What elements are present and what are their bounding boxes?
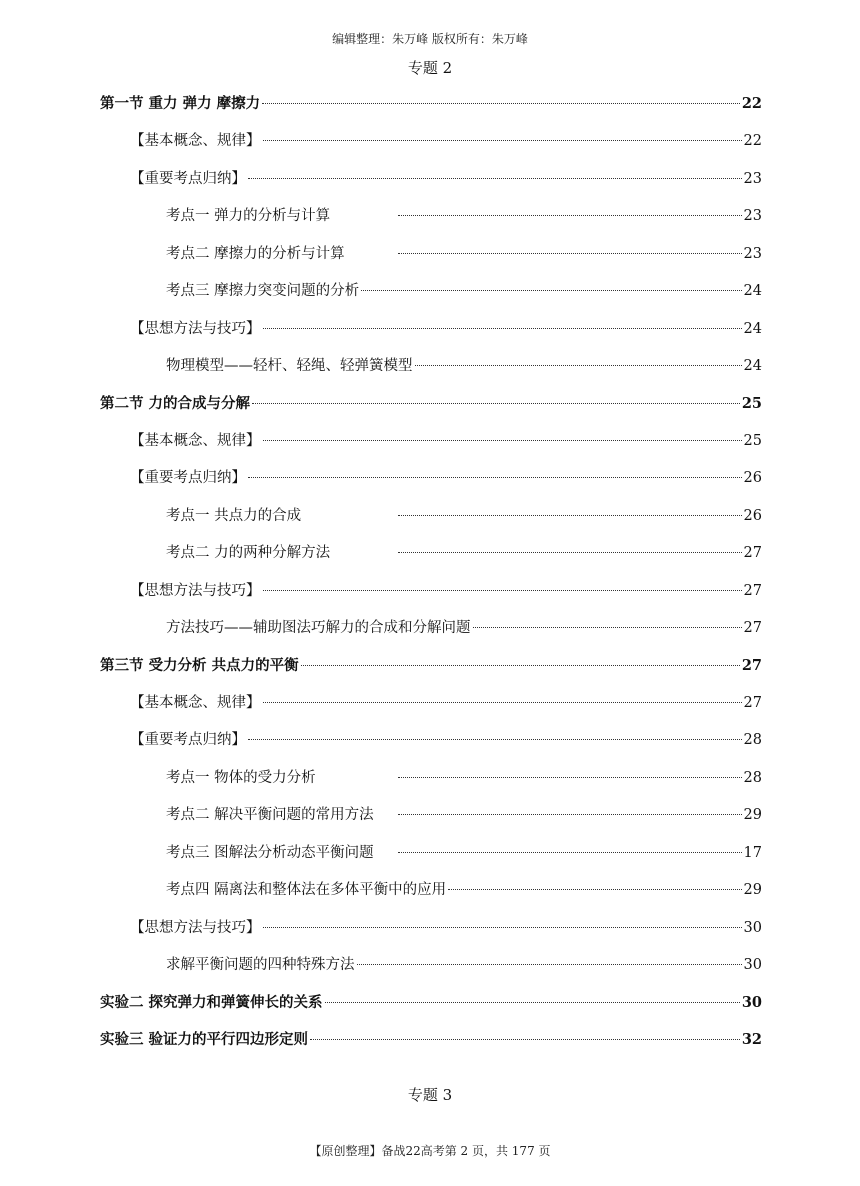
- section-title-bottom: 专题 3: [407, 1086, 453, 1104]
- toc-entry[interactable]: [100, 916, 762, 953]
- dot-leader: [252, 403, 740, 404]
- toc-entry[interactable]: [100, 242, 762, 279]
- dot-leader: [301, 665, 740, 666]
- page-header: 编辑整理：朱万峰 版权所有：朱万峰: [332, 32, 528, 46]
- dot-leader: [473, 627, 742, 628]
- toc-entry[interactable]: [100, 616, 762, 653]
- toc-entry-page: 25: [741, 394, 762, 412]
- toc-entry-page: 17: [743, 844, 762, 861]
- toc-entry-label: 【思想方法与技巧】: [130, 320, 261, 337]
- toc-entry-page: 30: [743, 919, 762, 936]
- dot-leader: [357, 964, 742, 965]
- toc-entry-page: 32: [741, 1030, 762, 1048]
- toc-entry-label: 方法技巧——辅助图法巧解力的合成和分解问题: [166, 620, 471, 637]
- section-title-top: 专题 2: [407, 59, 453, 77]
- toc-entry-label: 【基本概念、规律】: [130, 133, 261, 150]
- toc-entry-label: 【重要考点归纳】: [130, 470, 246, 487]
- toc-entry-label: 实验三 验证力的平行四边形定则: [100, 1030, 309, 1048]
- dot-leader: [263, 328, 742, 329]
- toc-entry[interactable]: [100, 429, 762, 466]
- toc-entry[interactable]: [100, 167, 762, 204]
- toc-entry[interactable]: [100, 317, 762, 354]
- toc-entry-label: 考点三 摩擦力突变问题的分析: [166, 283, 360, 300]
- toc-entry[interactable]: [100, 579, 762, 616]
- dot-leader: [248, 739, 742, 740]
- toc-entry-label: 考点三 图解法分析动态平衡问题: [166, 844, 374, 861]
- toc-entry-page: 23: [743, 170, 762, 187]
- toc-entry[interactable]: [100, 279, 762, 316]
- dot-leader: [248, 477, 742, 478]
- toc-entry[interactable]: [100, 129, 762, 166]
- toc-entry-page: 28: [743, 769, 762, 786]
- toc-entry-label: 【重要考点归纳】: [130, 732, 246, 749]
- toc-entry-label: 考点二 摩擦力的分析与计算: [166, 245, 345, 262]
- toc-entry-label: 物理模型——轻杆、轻绳、轻弹簧模型: [166, 358, 413, 375]
- toc-entry[interactable]: [100, 728, 762, 765]
- toc-entry-label: 考点二 解决平衡问题的常用方法: [166, 807, 374, 824]
- dot-leader: [448, 889, 741, 890]
- dot-leader: [263, 927, 742, 928]
- toc-entry-label: 考点一 共点力的合成: [166, 507, 302, 524]
- toc-entry-label: 求解平衡问题的四种特殊方法: [166, 957, 355, 974]
- toc-entry-page: 27: [743, 695, 762, 711]
- toc-entry[interactable]: [100, 766, 762, 803]
- toc-entry-page: 28: [743, 732, 762, 749]
- dot-leader: [398, 515, 742, 516]
- toc-entry-page: 26: [743, 507, 762, 524]
- dot-leader: [248, 178, 742, 179]
- toc-entry-page: 29: [743, 807, 762, 824]
- toc-entry-page: 27: [743, 545, 762, 562]
- toc-entry-page: 27: [741, 656, 762, 674]
- toc-entry-label: 实验二 探究弹力和弹簧伸长的关系: [100, 993, 323, 1011]
- dot-leader: [262, 103, 740, 104]
- dot-leader: [398, 215, 742, 216]
- dot-leader: [398, 253, 742, 254]
- dot-leader: [325, 1002, 740, 1003]
- toc-entry[interactable]: [100, 953, 762, 990]
- toc-entry-label: 考点一 弹力的分析与计算: [166, 208, 331, 225]
- dot-leader: [263, 702, 742, 703]
- toc-entry-label: 考点一 物体的受力分析: [166, 769, 316, 786]
- toc-entry-label: 第三节 受力分析 共点力的平衡: [100, 656, 299, 674]
- table-of-contents: [100, 92, 762, 1065]
- toc-entry[interactable]: [100, 92, 762, 129]
- dot-leader: [398, 814, 742, 815]
- toc-entry-page: 27: [743, 620, 762, 637]
- dot-leader: [361, 290, 741, 291]
- dot-leader: [398, 552, 742, 553]
- toc-entry[interactable]: [100, 392, 762, 429]
- toc-entry[interactable]: [100, 541, 762, 578]
- dot-leader: [398, 852, 742, 853]
- toc-entry-page: 30: [741, 993, 762, 1011]
- toc-entry-page: 24: [743, 358, 762, 375]
- toc-entry-page: 25: [743, 432, 762, 449]
- toc-entry-page: 24: [743, 283, 762, 300]
- toc-entry[interactable]: [100, 654, 762, 691]
- toc-entry-label: 第一节 重力 弹力 摩擦力: [100, 95, 261, 112]
- dot-leader: [310, 1039, 740, 1040]
- toc-entry[interactable]: [100, 354, 762, 391]
- toc-entry[interactable]: [100, 878, 762, 915]
- toc-entry-label: 【重要考点归纳】: [130, 170, 246, 187]
- toc-entry[interactable]: [100, 991, 762, 1028]
- toc-entry[interactable]: [100, 1028, 762, 1065]
- toc-entry-page: 26: [743, 470, 762, 487]
- toc-entry-page: 23: [743, 208, 762, 225]
- toc-entry-label: 【思想方法与技巧】: [130, 582, 261, 599]
- toc-entry-label: 【基本概念、规律】: [130, 432, 261, 449]
- toc-entry-label: 考点二 力的两种分解方法: [166, 545, 331, 562]
- page-footer: 【原创整理】备战22高考第 2 页，共 177 页: [309, 1144, 551, 1158]
- toc-entry-page: 22: [743, 133, 762, 150]
- toc-entry-page: 22: [741, 95, 762, 112]
- toc-entry-label: 考点四 隔离法和整体法在多体平衡中的应用: [166, 882, 447, 899]
- toc-entry[interactable]: [100, 466, 762, 503]
- toc-entry-page: 27: [743, 582, 762, 599]
- toc-entry[interactable]: [100, 691, 762, 728]
- toc-entry-page: 24: [743, 320, 762, 337]
- dot-leader: [398, 777, 742, 778]
- dot-leader: [263, 590, 742, 591]
- toc-entry-page: 30: [743, 957, 762, 974]
- toc-entry-label: 第二节 力的合成与分解: [100, 394, 251, 412]
- dot-leader: [415, 365, 742, 366]
- toc-entry[interactable]: [100, 504, 762, 541]
- toc-entry[interactable]: [100, 204, 762, 241]
- toc-entry-page: 23: [743, 245, 762, 262]
- toc-entry[interactable]: [100, 803, 762, 840]
- toc-entry[interactable]: [100, 841, 762, 878]
- dot-leader: [263, 140, 742, 141]
- toc-entry-label: 【思想方法与技巧】: [130, 919, 261, 936]
- toc-entry-page: 29: [743, 882, 762, 899]
- toc-entry-label: 【基本概念、规律】: [130, 695, 261, 711]
- dot-leader: [263, 440, 742, 441]
